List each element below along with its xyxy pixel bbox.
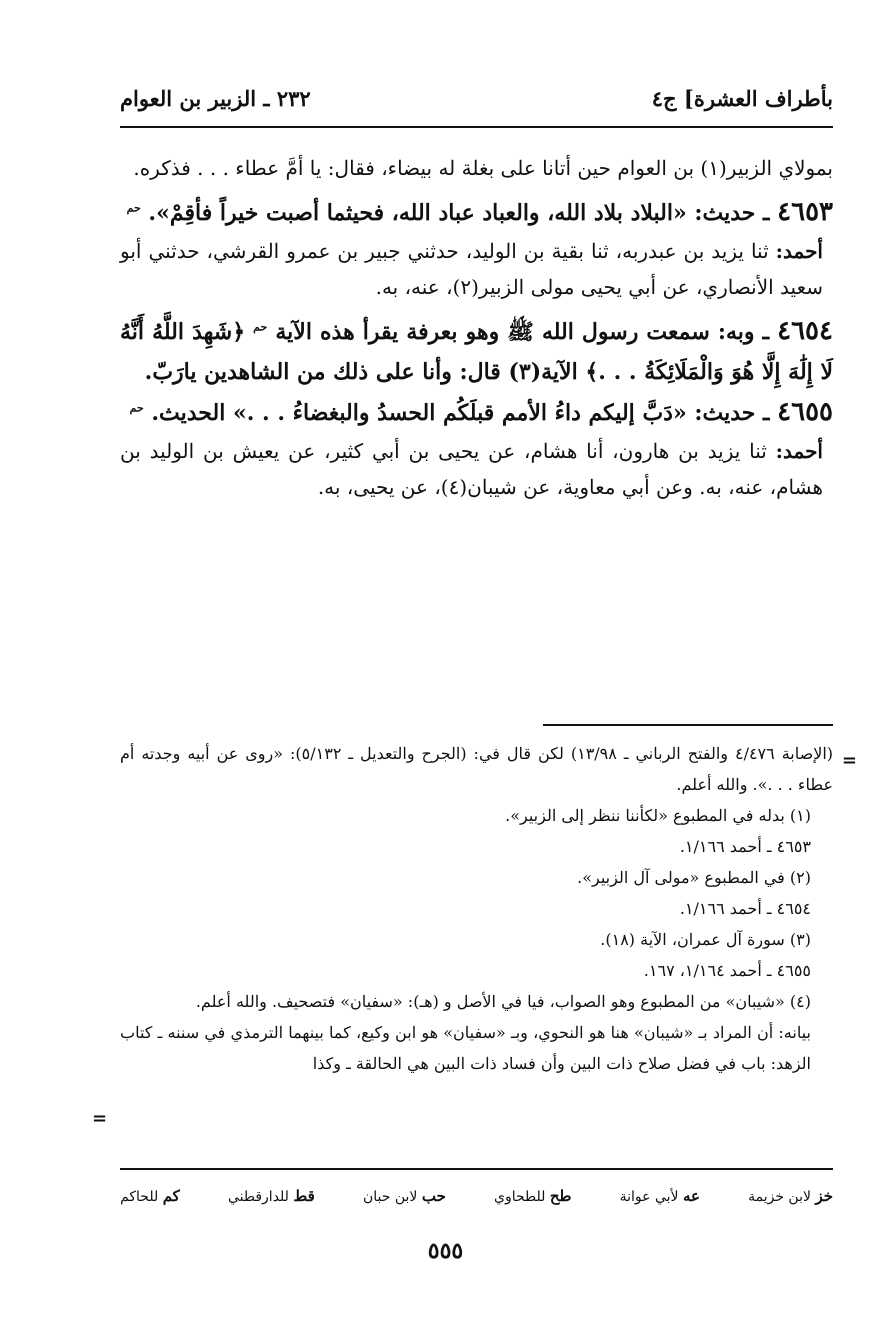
main-text <box>120 150 833 511</box>
source-name: أحمد: <box>775 439 823 463</box>
page-number: ٥٥٥ <box>427 1238 464 1264</box>
abbr-item: قط للدارقطني <box>227 1187 315 1205</box>
hadith-number: ٤٦٥٥ <box>777 397 833 427</box>
abbreviations-key <box>120 1182 833 1211</box>
footnote-4-explanation: بيانه: أن المراد بـ «شيبان» هنا هو النحوي، وبـ «سفيان» هو ابن وكيع، كما بينهما الترمذي في سننه ـ كتاب الزهد: باب في فضل صلاح ذات البين وأن فساد ذات البين هي الحالقة ـ وكذا <box>120 1023 811 1073</box>
abbr-item: طح للطحاوي <box>494 1187 572 1205</box>
footnote-1: (١) بدله في المطبوع «لكأننا ننظر إلى الزبير». <box>505 806 811 825</box>
abbr-item: حب لابن حبان <box>362 1187 446 1205</box>
abbr-item: كم للحاكم <box>120 1187 180 1205</box>
running-header <box>120 78 833 118</box>
abbr-item: عه لأبي عوانة <box>619 1187 700 1205</box>
hadith-number: ٤٦٥٤ <box>777 316 833 346</box>
reference-4655: ٤٦٥٥ ـ أحمد ١/١٦٤، ١٦٧. <box>643 961 811 980</box>
hadith-text: ـ حديث: «البلاد بلاد الله، والعباد عباد الله، فحيثما أصبت خيراً فأقِمْ». <box>148 200 770 226</box>
footnote-continuation: (الإصابة ٤/٤٧٦ والفتح الرباني ـ ١٣/٩٨) لكن قال في: (الجرح والتعديل ـ ٥/١٣٢): «روى عن أبيه وجدته أم عطاء . . .». والله أعلم. <box>120 744 834 794</box>
continues-mark: = <box>92 1108 108 1129</box>
hadith-4654 <box>120 311 833 392</box>
quran-verse: ﴿شَهِدَ اللَّهُ أَنَّهُ لَا إِلَٰهَ إِلَّا هُوَ وَالْمَلَائِكَةُ . . .﴾ <box>120 319 833 385</box>
page-topic: ٢٣٢ ـ الزبير بن العوام <box>120 85 311 111</box>
hadith-number: ٤٦٥٣ <box>777 197 833 227</box>
source-symbol: حم <box>129 401 144 415</box>
book-title: بأطراف العشرة] ج٤ <box>651 85 833 111</box>
source-name: أحمد: <box>775 239 823 263</box>
footnotes <box>120 738 833 1079</box>
source-symbol: حم <box>126 201 141 215</box>
hadith-text: ـ وبه: سمعت رسول الله ﷺ وهو بعرفة يقرأ هذه الآية <box>275 319 770 345</box>
header-divider <box>120 126 833 128</box>
hadith-text-after-verse: الآية(٣) قال: وأنا على ذلك من الشاهدين يارَبّ. <box>144 359 578 385</box>
source-symbol: حم <box>253 320 268 334</box>
footnote-divider <box>543 724 833 726</box>
continuation-mark: = <box>841 750 857 771</box>
reference-4653: ٤٦٥٣ ـ أحمد ١/١٦٦. <box>679 837 811 856</box>
hadith-4655 <box>120 392 833 433</box>
isnad-4653 <box>120 233 833 305</box>
footnote-4: (٤) «شيبان» من المطبوع وهو الصواب، فيا في الأصل و (هـ): «سفيان» فتصحيف. والله أعلم. <box>195 992 811 1011</box>
reference-4654: ٤٦٥٤ ـ أحمد ١/١٦٦. <box>679 899 811 918</box>
isnad-text: ثنا يزيد بن هارون، أنا هشام، عن يحيى بن أبي كثير، عن يعيش بن الوليد بن هشام، عنه، به. وعن أبي معاوية، عن شيبان(٤)، عن يحيى، به. <box>120 439 823 499</box>
abbreviations-divider <box>120 1168 833 1170</box>
footnote-3: (٣) سورة آل عمران، الآية (١٨). <box>600 930 811 949</box>
hadith-text: ـ حديث: «دَبَّ إليكم داءُ الأمم قبلَكُم الحسدُ والبغضاءُ . . .» الحديث. <box>151 400 770 426</box>
footnote-2: (٢) في المطبوع «مولى آل الزبير». <box>577 868 811 887</box>
isnad-text: ثنا يزيد بن عبدربه، ثنا بقية بن الوليد، حدثني جبير بن عمرو القرشي، حدثني أبو سعيد الأنصاري، عن أبي يحيى مولى الزبير(٢)، عنه، به. <box>120 239 823 299</box>
hadith-4653 <box>120 192 833 233</box>
paragraph-continuation: بمولاي الزبير(١) بن العوام حين أتانا على بغلة له بيضاء، فقال: يا أمَّ عطاء . . . فذكره. <box>133 156 833 180</box>
isnad-4655 <box>120 433 833 505</box>
abbr-item: خز لابن خزيمة <box>748 1187 833 1205</box>
